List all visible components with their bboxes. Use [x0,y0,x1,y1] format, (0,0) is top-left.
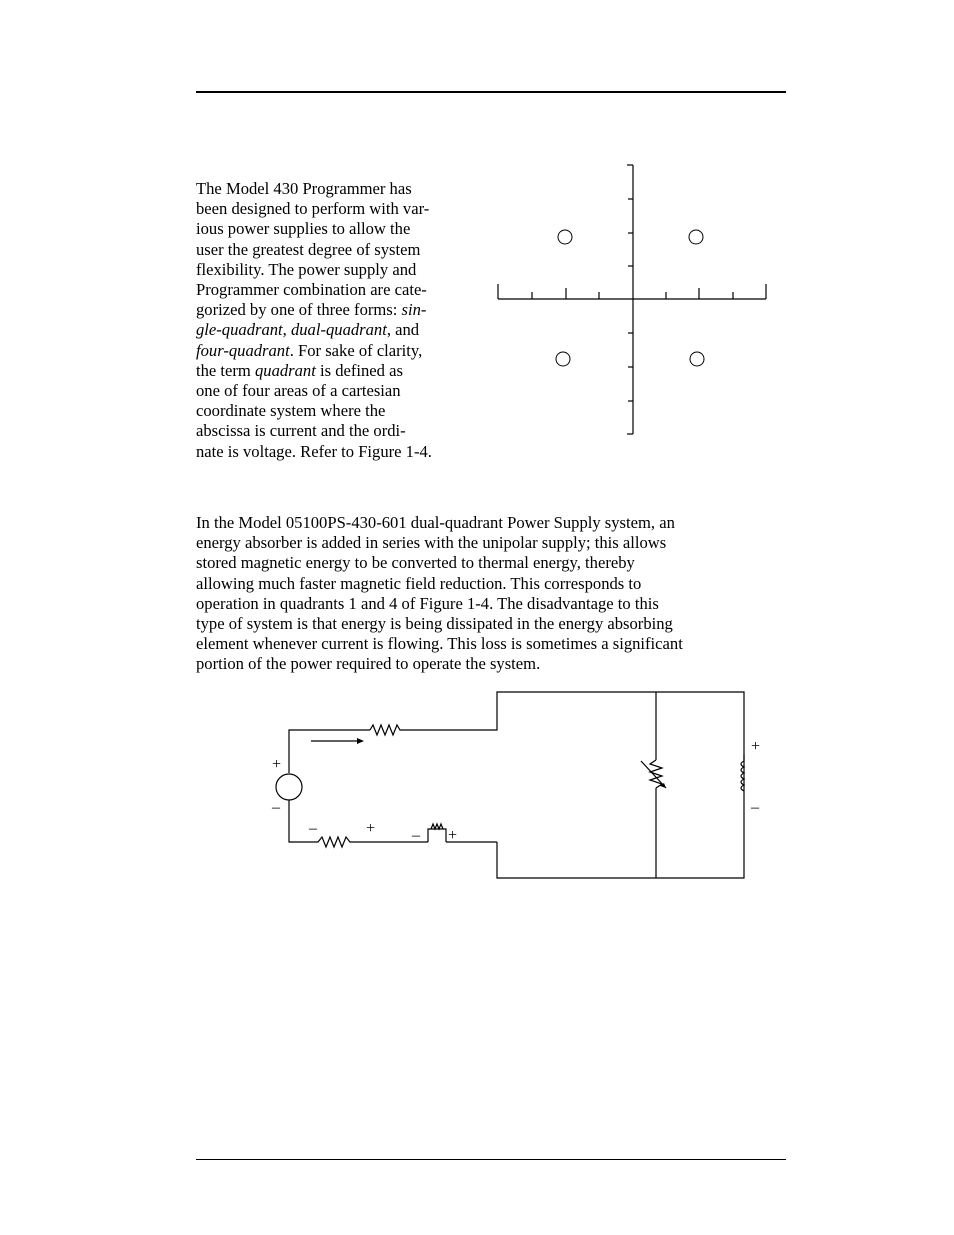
text-run: the term [196,360,255,380]
text-line: one of four areas of a cartesian [196,381,401,401]
text-line: type of system is that energy is being dissipated in the energy absorbing [196,614,673,634]
quadrant-marker [690,352,704,366]
quadrant-marker [556,352,570,366]
text-run: , and [386,320,420,340]
text-line: coordinate system where the [196,401,386,421]
text-line: allowing much faster magnetic field reduction. This corresponds to [196,573,642,593]
power-supply-source [276,774,302,800]
coil-plus-label: + [751,738,761,755]
text-line: flexibility. The power supply and [196,259,417,279]
quadrant-marker [689,230,703,244]
text-line [196,320,486,340]
wire [410,692,744,878]
quadrant-marker [558,230,572,244]
emphasis-text: dual-quadrant [290,320,387,340]
dual-quadrant-paragraph [196,513,786,675]
emphasis-text: quadrant [254,360,316,380]
emphasis-text: four-quadrant [196,340,290,360]
text-line: been designed to perform with var- [196,199,430,219]
header-rule [196,91,786,93]
text-line: operation in quadrants 1 and 4 of Figure 1-4. The disadvantage to this [196,593,659,613]
text-line: The Model 430 Programmer has [196,179,412,198]
energy-absorber [428,829,446,842]
current-arrowhead [357,738,364,744]
wire [289,730,370,773]
text-line: element whenever current is flowing. This loss is sometimes a significant [196,634,683,654]
footer-rule [196,1159,786,1160]
intro-paragraph [196,179,486,462]
text-line: stored magnetic energy to be converted to thermal energy, thereby [196,553,635,573]
quadrant-figure [490,160,780,450]
text-line: Programmer combination are cate- [196,280,427,300]
text-line: ious power supplies to allow the [196,219,411,239]
circuit-figure [260,685,760,885]
text-line: In the Model 05100PS-430-601 dual-quadrant Power Supply system, an [196,513,675,532]
lead-resistor [316,837,368,847]
absorber-plus-label: + [448,827,458,844]
text-line: energy absorber is added in series with the unipolar supply; this allows [196,533,667,553]
energy-absorber-element [431,824,443,829]
emphasis-text: sin- [401,300,427,320]
varistor-resistor [650,760,662,788]
source-minus-label: – [272,799,280,816]
text-run: . For sake of clarity, [289,340,423,360]
text-line: user the greatest degree of system [196,239,421,259]
text-run: , [282,320,291,340]
text-line: abscissa is current and the ordi- [196,421,406,441]
text-run: is defined as [315,360,403,380]
text-run: gorized by one of three forms: [196,300,402,320]
text-line: portion of the power required to operate the system. [196,654,541,674]
absorber-minus-label: – [412,827,420,844]
resistor-minus-label: – [309,820,317,837]
text-line [196,341,486,361]
source-plus-label: + [272,756,282,773]
text-line [196,300,486,320]
resistor-plus-label: + [366,820,376,837]
text-line: nate is voltage. Refer to Figure 1-4. [196,441,432,461]
coil-minus-label: – [751,799,759,816]
series-resistor [370,725,410,735]
emphasis-text: gle-quadrant [196,320,283,340]
text-line [196,361,486,381]
